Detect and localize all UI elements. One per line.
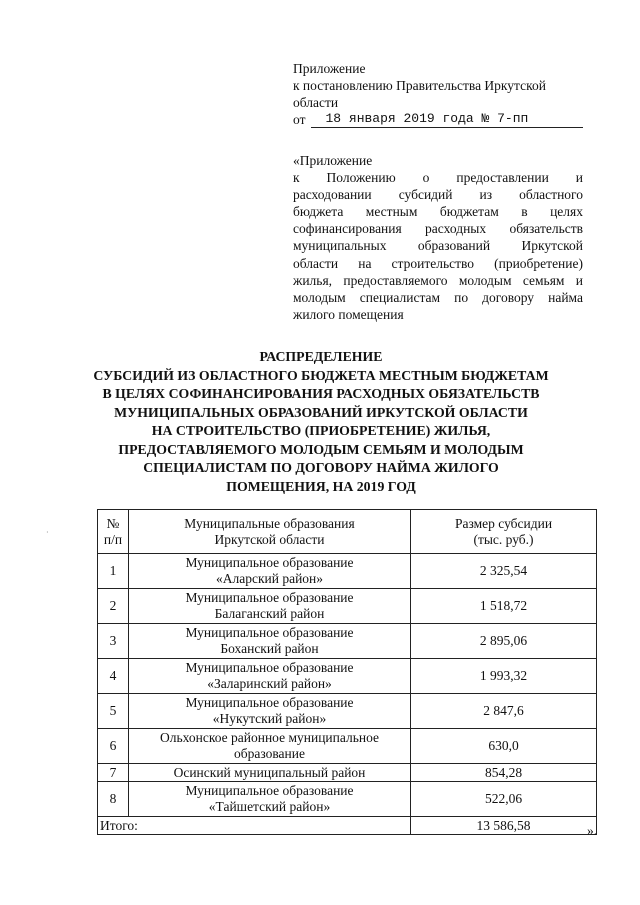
- row-name-l1: Муниципальное образование: [185, 660, 354, 675]
- title-line: СУБСИДИЙ ИЗ ОБЛАСТНОГО БЮДЖЕТА МЕСТНЫМ БЮДЖЕТАМ: [93, 367, 549, 383]
- row-name-l2: образование: [234, 746, 305, 761]
- row-amount: 522,06: [411, 782, 597, 817]
- subsidy-table: [97, 509, 597, 835]
- table-row: [98, 764, 597, 782]
- header-line-2: к постановлению Правительства Иркутской: [293, 78, 546, 93]
- title-line: В ЦЕЛЯХ СОФИНАНСИРОВАНИЯ РАСХОДНЫХ ОБЯЗАТЕЛЬСТВ: [102, 386, 540, 401]
- appendix-line: молодым специалистам по договору найма: [293, 289, 583, 305]
- header-line-1: Приложение: [293, 61, 366, 76]
- table-row: [98, 729, 597, 764]
- row-name-l1: Муниципальное образование: [185, 590, 354, 605]
- row-num: 3: [98, 624, 129, 659]
- header-name: [129, 510, 411, 554]
- header-name-l2: Иркутской области: [214, 531, 325, 547]
- header-num-l1: №: [106, 515, 120, 531]
- header-name-l1: Муниципальные образования: [184, 515, 355, 531]
- row-name: [129, 554, 411, 589]
- row-name: [129, 694, 411, 729]
- row-name-l2: «Аларский район»: [215, 571, 324, 586]
- date-value: 18 января 2019 года № 7-пп: [311, 111, 583, 128]
- row-amount: 2 895,06: [411, 624, 597, 659]
- row-num: 4: [98, 659, 129, 694]
- title-line: НА СТРОИТЕЛЬСТВО (ПРИОБРЕТЕНИЕ) ЖИЛЬЯ,: [151, 423, 491, 438]
- appendix-line: жилого помещения: [293, 306, 404, 322]
- row-num: 7: [98, 764, 129, 782]
- appendix-line: жилья, предоставляемого молодым семьям и: [293, 272, 583, 288]
- appendix-line: софинансирования расходных обязательств: [293, 221, 583, 237]
- row-num: 6: [98, 729, 129, 764]
- row-name-l1: Муниципальное образование: [185, 625, 354, 640]
- row-name-l2: Балаганский район: [214, 606, 325, 621]
- title-line: ПРЕДОСТАВЛЯЕМОГО МОЛОДЫМ СЕМЬЯМ И МОЛОДЫМ: [118, 441, 524, 457]
- header-line-3: области: [293, 95, 339, 110]
- row-amount: 1 518,72: [411, 589, 597, 624]
- title-line: МУНИЦИПАЛЬНЫХ ОБРАЗОВАНИЙ ИРКУТСКОЙ ОБЛАСТИ: [114, 404, 528, 420]
- margin-mark: ·: [46, 528, 49, 537]
- row-name: [129, 624, 411, 659]
- appendix-line: области на строительство (приобретение): [293, 255, 583, 271]
- row-name: Осинский муниципальный район: [129, 764, 411, 782]
- row-name-l1: Ольхонское районное муниципальное: [160, 730, 379, 745]
- row-name-l2: «Заларинский район»: [207, 676, 332, 691]
- appendix-line: бюджета местным бюджетам в целях: [293, 204, 583, 220]
- table-header-row: [98, 510, 597, 554]
- appendix-line: расходовании субсидий из областного: [293, 187, 583, 203]
- title-line: ПОМЕЩЕНИЯ, НА 2019 ГОД: [226, 478, 416, 494]
- closing-quote: ».: [587, 823, 598, 838]
- row-amount: 2 847,6: [411, 694, 597, 729]
- row-name: [129, 782, 411, 817]
- row-name: [129, 589, 411, 624]
- title-line: СПЕЦИАЛИСТАМ ПО ДОГОВОРУ НАЙМА ЖИЛОГО: [143, 460, 499, 475]
- header-amount-l2: (тыс. руб.): [473, 531, 534, 547]
- document-title: [80, 348, 562, 496]
- row-name: [129, 729, 411, 764]
- row-amount: 1 993,32: [411, 659, 597, 694]
- title-line: РАСПРЕДЕЛЕНИЕ: [259, 349, 383, 364]
- appendix-line: «Приложение: [293, 153, 373, 168]
- header-num: [98, 510, 129, 554]
- header-num-l2: п/п: [103, 531, 123, 547]
- header-block: [293, 60, 583, 128]
- appendix-line: к Положению о предоставлении и: [293, 170, 583, 186]
- row-amount: 630,0: [411, 729, 597, 764]
- row-name-l1: Муниципальное образование: [185, 555, 354, 570]
- row-num: 8: [98, 782, 129, 817]
- date-line: [293, 111, 583, 128]
- total-value: 13 586,58: [411, 817, 597, 835]
- row-num: 5: [98, 694, 129, 729]
- appendix-line: муниципальных образований Иркутской: [293, 238, 583, 254]
- table-row: [98, 659, 597, 694]
- appendix-block: [293, 152, 583, 323]
- total-row: [98, 817, 597, 835]
- table-row: [98, 624, 597, 659]
- table-row: [98, 782, 597, 817]
- row-name-l1: Муниципальное образование: [185, 783, 354, 798]
- header-amount-l1: Размер субсидии: [454, 515, 553, 531]
- table-row: [98, 554, 597, 589]
- row-num: 2: [98, 589, 129, 624]
- row-name-l2: Боханский район: [220, 641, 319, 656]
- row-name: [129, 659, 411, 694]
- total-label: Итого:: [98, 817, 411, 835]
- date-prefix: от: [293, 112, 306, 127]
- row-amount: 2 325,54: [411, 554, 597, 589]
- row-name-l1: Муниципальное образование: [185, 695, 354, 710]
- row-name-l2: «Нукутский район»: [212, 711, 327, 726]
- header-amount: [411, 510, 597, 554]
- table-row: [98, 589, 597, 624]
- row-name-l2: «Тайшетский район»: [208, 799, 331, 814]
- table-row: [98, 694, 597, 729]
- row-num: 1: [98, 554, 129, 589]
- row-amount: 854,28: [411, 764, 597, 782]
